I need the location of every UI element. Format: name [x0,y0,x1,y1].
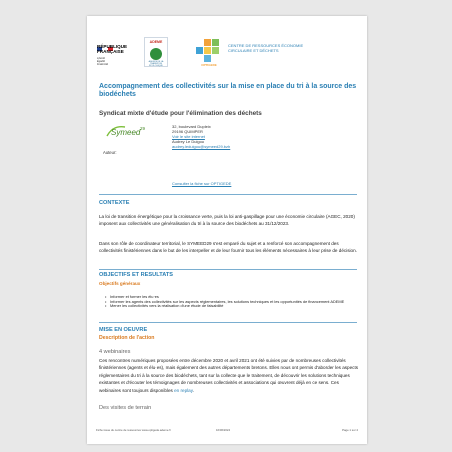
page-subtitle: Syndicat mixte d'étude pour l'élimination des déchets [99,110,262,117]
visites-heading: Des visites de terrain [99,405,152,411]
divider [99,269,357,270]
svg-text:Symeed: Symeed [111,128,141,137]
list-item: • Mener les collectivités vers la réalisation d'une étude de faisabilité [105,304,357,309]
contact-person: Audrey Le Duigou [172,139,205,145]
replay-link[interactable]: en replay [174,387,193,393]
email-link[interactable]: audrey.leduigou@symeed29.bzh [172,144,231,150]
symeed-logo [105,123,149,139]
address-city: 29196 QUIMPER [172,129,203,135]
author-label: Auteur: [103,150,117,155]
website-link[interactable]: Voir le site internet [172,134,205,140]
divider [99,194,357,195]
contexte-paragraph-1: La loi de transition énergétique pour la croissance verte, puis la loi anti-gaspillage pour une économie circulaire (AGEC, 2020) imposent aux collectivités une généralisation du tri à la source des biodéchets au 31/12/2023. [99,214,355,227]
mise-en-oeuvre-heading: MISE EN OEUVRE [99,327,148,333]
republique-francaise-logo: RÉPUBLIQUE FRANÇAISE [97,44,128,54]
footer-source: Fiche issue du centre de ressources www.optigede.ademe.fr [96,428,171,432]
footer-date: 16/06/2024 [216,428,230,432]
author-contact [172,124,230,149]
objectifs-list [105,295,357,309]
document-page [87,16,367,444]
contexte-paragraph-2: Dans son rôle de coordinateur territorial, le SYMEED29 s'est emparé du sujet et a renforcé son accompagnement des collectivités finistériennes dans le but de les interpeller et de leur fournir tous les éléments nécessaires à leur prise de décision. [99,241,357,254]
french-flag-icon [97,38,113,42]
ademe-logo: ADEME AGENCE DE LA TRANSITION ÉCOLOGIQUE [144,37,168,67]
list-item: • Informer les agents des collectivités sur les aspects réglementaires, les solutions techniques et les opportunités de financement ADEME [105,300,357,305]
republique-motto: Liberté Égalité Fraternité [97,57,109,66]
ademe-globe-icon [150,48,162,60]
svg-text:29: 29 [140,126,146,131]
description-heading: Description de l'action [99,335,155,341]
fiche-optigede-link[interactable]: Consulter la fiche sur OPTIGEDE [172,181,232,186]
optigede-logo: OPTIGEDE [194,36,224,70]
webinaires-heading: 4 webinaires [99,349,131,355]
objectifs-subheading: Objectifs généraux [99,281,141,286]
objectifs-heading: OBJECTIFS ET RESULTATS [99,272,173,278]
address-line: 32, boulevard Dupleix [172,124,211,129]
crece-label: CENTRE DE RESSOURCES ÉCONOMIE CIRCULAIRE ET DÉCHETS [228,43,304,53]
mise-en-oeuvre-paragraph: Ces rencontres numériques proposées entre décembre 2020 et avril 2021 ont été suivies par de nombreuses collectivités finistériennes (agents et élu·es), mais également des autres départements bretons. Elles nous ont permis d'aborder les aspects réglementaires du tri à la source des biodéchets, tant sur la collecte que le traitement, de découvrir les solutions techniques existantes et d'écouter les témoignages de nombreuses collectivités et associations qui œuvrent déjà en ce sens. Ces webinaires sont toujours disponibles en replay. [99,358,359,393]
contexte-heading: CONTEXTE [99,200,130,206]
list-item: • Informer et former les élu·es [105,295,357,300]
footer-page-number: Page 1 sur 4 [342,428,358,432]
page-title: Accompagnement des collectivités sur la mise en place du tri à la source des biodéchets [99,83,357,99]
divider [99,322,357,323]
